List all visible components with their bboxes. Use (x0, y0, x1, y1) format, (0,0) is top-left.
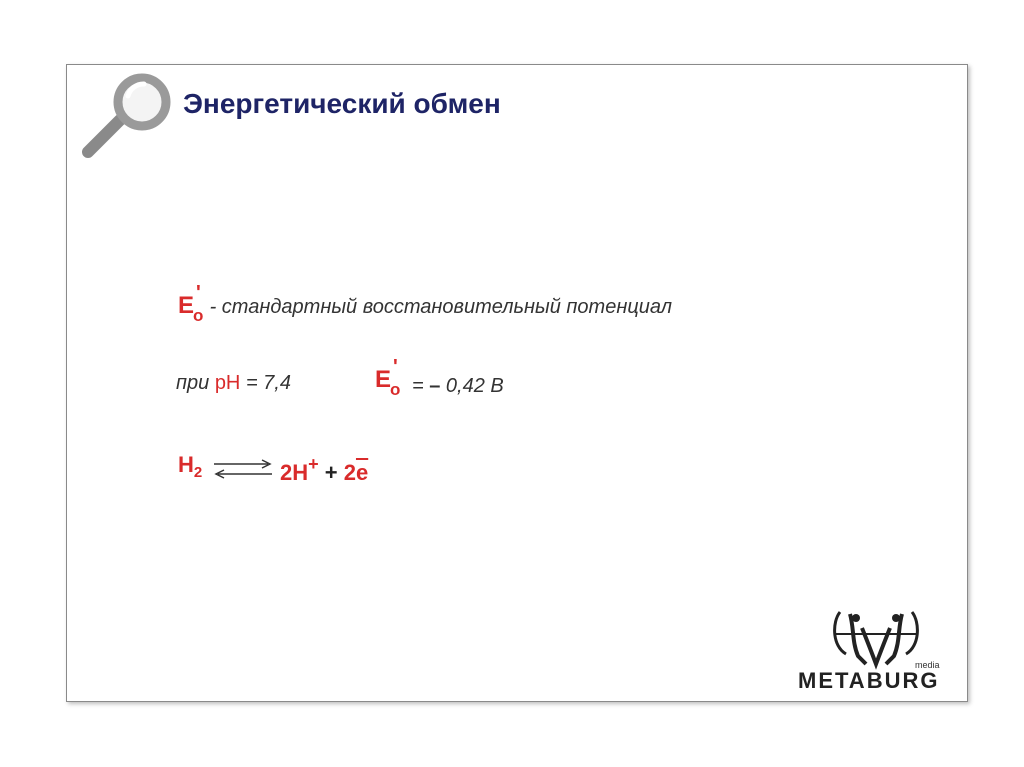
potential-definition (178, 282, 673, 325)
potential-value: = – 0,42 В (412, 375, 504, 397)
ph-label: pH (214, 372, 241, 394)
logo-media-text: media (915, 660, 940, 670)
ph-condition: при pH = 7,4 (176, 372, 291, 394)
eo-prime-symbol: E o ' (178, 282, 204, 325)
equilibrium-arrows-icon (212, 458, 274, 480)
magnifier-icon (76, 72, 176, 164)
slide-title: Энергетический обмен (183, 88, 501, 119)
reaction-products: 2H+ + 2e (280, 454, 369, 485)
reaction-reactant: $H_2$ (178, 452, 203, 481)
ph-value: = 7,4 (240, 372, 291, 394)
definition-text: - стандартный восстановительный потенциал (204, 296, 673, 318)
eo-prime-symbol-2: E o ' (375, 356, 401, 399)
logo-text: METABURG (798, 668, 940, 693)
